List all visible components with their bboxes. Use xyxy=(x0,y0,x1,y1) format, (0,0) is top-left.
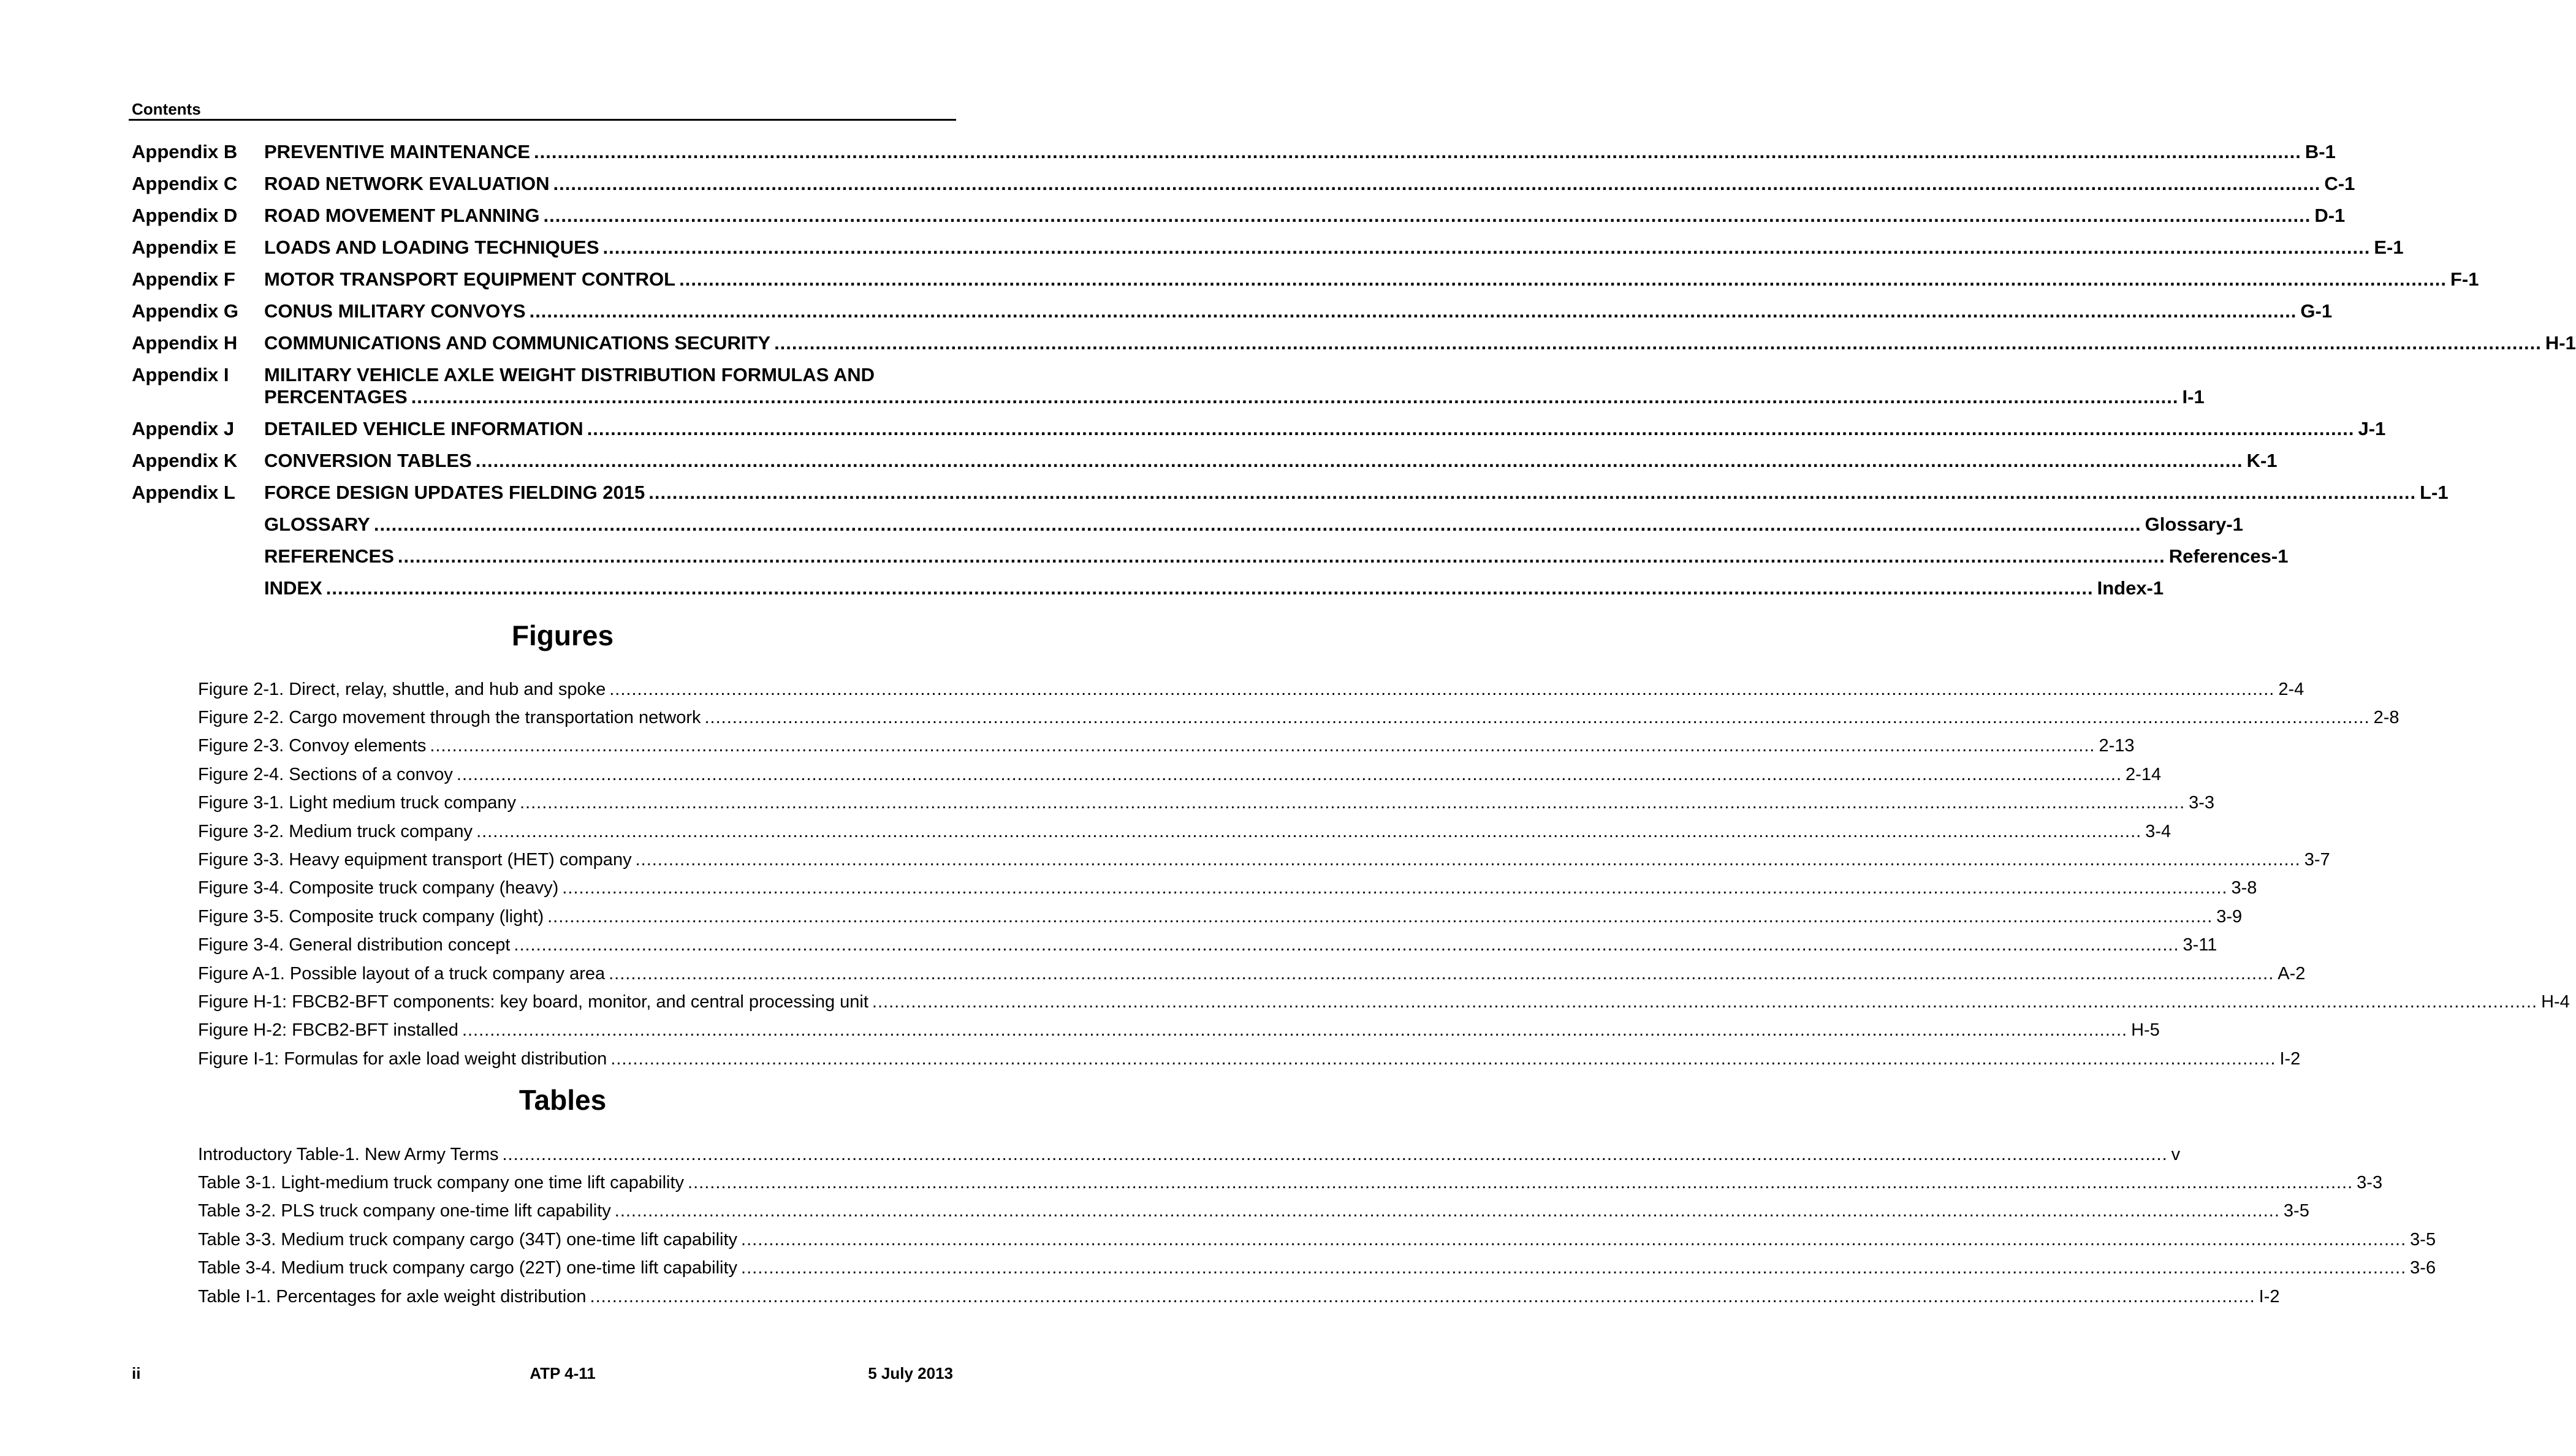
tables-heading: Tables xyxy=(519,1084,607,1116)
figure-entry[interactable] xyxy=(198,817,2171,846)
appendix-row[interactable] xyxy=(132,205,2346,227)
entry-title: Table I-1. Percentages for axle weight distribution xyxy=(198,1286,587,1306)
appendix-label: Appendix J xyxy=(132,418,235,439)
appendix-label: Appendix C xyxy=(132,173,238,194)
entry-page-number: D-1 xyxy=(2314,205,2346,226)
entry-title: ROAD MOVEMENT PLANNING xyxy=(264,205,540,226)
entry-title: LOADS AND LOADING TECHNIQUES xyxy=(264,237,599,258)
appendix-entry xyxy=(264,205,2345,227)
entry-page-number: 3-4 xyxy=(2145,821,2171,841)
entry-title: Figure 2-2. Cargo movement through the transportation network xyxy=(198,708,701,728)
appendix-entry xyxy=(264,482,2449,504)
dot-leader: ............................................................................................................................................................................................................................................................................................................ xyxy=(373,514,2141,535)
figure-entry[interactable] xyxy=(198,846,2330,874)
entry-title: Figure 3-1. Light medium truck company xyxy=(198,793,516,813)
entry-page-number: Index-1 xyxy=(2097,577,2164,599)
entry-title: Table 3-3. Medium truck company cargo (34T) one-time lift capability xyxy=(198,1229,738,1249)
entry-page-number: 2-13 xyxy=(2099,736,2135,756)
running-head-title: Contents xyxy=(132,100,201,118)
entry-title: Figure 2-3. Convoy elements xyxy=(198,736,427,756)
dot-leader: ............................................................................................................................................................................................................................................................................................................ xyxy=(547,906,2213,927)
entry-page-number: I-2 xyxy=(2259,1286,2280,1306)
table-entry[interactable] xyxy=(198,1197,2309,1226)
entry-page-number: 3-9 xyxy=(2216,906,2243,927)
dot-leader: ............................................................................................................................................................................................................................................................................................................ xyxy=(614,1201,2280,1221)
dot-leader: ............................................................................................................................................................................................................................................................................................................ xyxy=(562,878,2228,898)
dot-leader: ............................................................................................................................................................................................................................................................................................................ xyxy=(741,1258,2407,1278)
dot-leader: ............................................................................................................................................................................................................................................................................................................ xyxy=(741,1229,2407,1249)
table-entry[interactable] xyxy=(198,1283,2280,1311)
figure-entry[interactable] xyxy=(198,1017,2160,1045)
footer-date: 5 July 2013 xyxy=(868,1364,953,1382)
appendix-entry xyxy=(264,450,2278,472)
appendix-row[interactable] xyxy=(132,545,2289,567)
appendix-label: Appendix H xyxy=(132,332,238,354)
appendix-title-line xyxy=(264,514,2243,536)
appendix-entry xyxy=(264,418,2385,440)
entry-page-number: 2-4 xyxy=(2278,679,2304,699)
entry-title: Figure H-2: FBCB2-BFT installed xyxy=(198,1020,458,1041)
entry-page-number: 3-6 xyxy=(2410,1258,2436,1278)
dot-leader: ............................................................................................................................................................................................................................................................................................................ xyxy=(553,173,2321,194)
figure-entry[interactable] xyxy=(198,703,2399,732)
entry-title: Figure I-1: Formulas for axle load weight distribution xyxy=(198,1048,607,1069)
appendix-entry xyxy=(264,364,2205,408)
appendix-entry xyxy=(264,514,2243,536)
appendix-label: Appendix D xyxy=(132,205,238,226)
appendix-label: Appendix B xyxy=(132,141,238,162)
entry-page-number: G-1 xyxy=(2300,300,2333,322)
dot-leader: ............................................................................................................................................................................................................................................................................................................ xyxy=(688,1173,2354,1193)
figure-entry[interactable] xyxy=(198,732,2135,760)
appendix-title-line xyxy=(264,332,2576,354)
appendix-row[interactable] xyxy=(132,482,2449,504)
table-entry[interactable] xyxy=(198,1169,2383,1197)
entry-title: Figure 2-1. Direct, relay, shuttle, and hub and spoke xyxy=(198,679,606,699)
entry-page-number: Glossary-1 xyxy=(2145,514,2243,535)
entry-page-number: I-2 xyxy=(2279,1048,2301,1069)
entry-page-number: v xyxy=(2171,1144,2181,1164)
appendix-row[interactable] xyxy=(132,237,2404,259)
entry-page-number: 3-8 xyxy=(2231,878,2257,898)
entry-title: Figure 3-5. Composite truck company (light) xyxy=(198,906,544,927)
appendix-title-line xyxy=(264,450,2278,472)
entry-title: Figure 3-4. Composite truck company (heavy) xyxy=(198,878,559,898)
footer-publication: ATP 4-11 xyxy=(530,1364,596,1382)
appendix-label: Appendix F xyxy=(132,268,235,290)
figure-entry[interactable] xyxy=(198,903,2243,931)
dot-leader: ............................................................................................................................................................................................................................................................................................................ xyxy=(534,141,2301,162)
appendix-entry xyxy=(264,141,2336,163)
dot-leader: ............................................................................................................................................................................................................................................................................................................ xyxy=(411,386,2179,408)
footer-page-number: ii xyxy=(132,1364,141,1382)
entry-page-number: 2-8 xyxy=(2373,708,2399,728)
entry-title: Figure A-1. Possible layout of a truck company area xyxy=(198,963,606,984)
figures-list xyxy=(198,675,2570,1073)
appendix-title-line xyxy=(264,482,2449,504)
appendix-row[interactable] xyxy=(132,418,2386,440)
appendix-title-line xyxy=(264,577,2164,599)
entry-title: GLOSSARY xyxy=(264,514,370,535)
appendix-entry xyxy=(264,300,2332,322)
appendix-label: Appendix G xyxy=(132,300,238,322)
appendix-entry xyxy=(264,332,2576,354)
entry-title: REFERENCES xyxy=(264,545,394,567)
entry-title: COMMUNICATIONS AND COMMUNICATIONS SECURITY xyxy=(264,332,771,354)
appendix-entry xyxy=(264,173,2355,195)
entry-page-number: 3-11 xyxy=(2183,935,2217,955)
entry-title: Figure 3-4. General distribution concept xyxy=(198,935,511,955)
entry-title: DETAILED VEHICLE INFORMATION xyxy=(264,418,583,439)
appendix-row[interactable] xyxy=(132,577,2164,599)
appendix-row[interactable] xyxy=(132,141,2336,163)
appendix-label: Appendix E xyxy=(132,237,237,258)
table-entry[interactable] xyxy=(198,1140,2181,1169)
entry-title: INDEX xyxy=(264,577,322,599)
table-entry[interactable] xyxy=(198,1226,2436,1254)
appendix-row[interactable] xyxy=(132,450,2278,472)
dot-leader: ............................................................................................................................................................................................................................................................................................................ xyxy=(704,708,2370,728)
dot-leader: ............................................................................................................................................................................................................................................................................................................ xyxy=(475,450,2243,471)
dot-leader: ............................................................................................................................................................................................................................................................................................................ xyxy=(514,935,2179,955)
appendix-list xyxy=(132,141,2576,609)
appendix-row[interactable] xyxy=(132,268,2479,290)
entry-page-number: 3-3 xyxy=(2189,793,2215,813)
appendix-title-line xyxy=(264,205,2345,227)
entry-title: Introductory Table-1. New Army Terms xyxy=(198,1144,499,1164)
dot-leader: ............................................................................................................................................................................................................................................................................................................ xyxy=(610,1048,2276,1069)
appendix-title-line xyxy=(264,545,2288,567)
figure-entry[interactable] xyxy=(198,931,2217,960)
appendix-row[interactable] xyxy=(132,364,2205,408)
appendix-label: Appendix L xyxy=(132,482,235,503)
entry-page-number: I-1 xyxy=(2182,386,2205,408)
entry-page-number: L-1 xyxy=(2420,482,2449,503)
entry-page-number: H-1 xyxy=(2545,332,2576,354)
dot-leader: ............................................................................................................................................................................................................................................................................................................ xyxy=(590,1286,2255,1306)
entry-title: Figure 2-4. Sections of a convoy xyxy=(198,764,453,784)
entry-page-number: 3-3 xyxy=(2357,1173,2383,1193)
appendix-title-line xyxy=(264,300,2332,322)
entry-page-number: F-1 xyxy=(2450,268,2479,290)
entry-page-number: References-1 xyxy=(2168,545,2289,567)
dot-leader: ............................................................................................................................................................................................................................................................................................................ xyxy=(502,1144,2168,1164)
dot-leader: ............................................................................................................................................................................................................................................................................................................ xyxy=(462,1020,2128,1041)
appendix-row[interactable] xyxy=(132,173,2355,195)
dot-leader: ............................................................................................................................................................................................................................................................................................................ xyxy=(648,482,2417,503)
entry-title: CONVERSION TABLES xyxy=(264,450,472,471)
appendix-row[interactable] xyxy=(132,300,2333,322)
entry-title: Table 3-2. PLS truck company one-time lift capability xyxy=(198,1201,611,1221)
entry-page-number: J-1 xyxy=(2358,418,2386,439)
dot-leader: ............................................................................................................................................................................................................................................................................................................ xyxy=(543,205,2311,226)
appendix-title-line xyxy=(264,173,2355,195)
dot-leader: ............................................................................................................................................................................................................................................................................................................ xyxy=(602,237,2371,258)
entry-title: CONUS MILITARY CONVOYS xyxy=(264,300,526,322)
entry-page-number: C-1 xyxy=(2324,173,2355,194)
dot-leader: ............................................................................................................................................................................................................................................................................................................ xyxy=(520,793,2186,813)
entry-title: Figure H-1: FBCB2-BFT components: key board, monitor, and central processing unit xyxy=(198,992,868,1012)
appendix-entry xyxy=(264,545,2288,567)
entry-title: Figure 3-3. Heavy equipment transport (HET) company xyxy=(198,850,632,870)
dot-leader: ............................................................................................................................................................................................................................................................................................................ xyxy=(635,850,2301,870)
entry-page-number: A-2 xyxy=(2278,963,2306,984)
appendix-title-line xyxy=(264,237,2404,259)
table-entry[interactable] xyxy=(198,1254,2436,1283)
entry-page-number: E-1 xyxy=(2374,237,2404,258)
figure-entry[interactable] xyxy=(198,988,2570,1016)
appendix-row[interactable] xyxy=(132,514,2243,536)
dot-leader: ............................................................................................................................................................................................................................................................................................................ xyxy=(679,268,2447,290)
tables-list xyxy=(198,1140,2436,1311)
entry-title: PERCENTAGES xyxy=(264,386,408,408)
entry-title: PREVENTIVE MAINTENANCE xyxy=(264,141,531,162)
appendix-entry xyxy=(264,268,2479,290)
figure-entry[interactable] xyxy=(198,760,2162,789)
figures-heading: Figures xyxy=(511,620,614,651)
dot-leader: ............................................................................................................................................................................................................................................................................................................ xyxy=(774,332,2542,354)
figure-entry[interactable] xyxy=(198,789,2215,817)
appendix-title-line xyxy=(264,386,2205,408)
entry-title: Table 3-4. Medium truck company cargo (22T) one-time lift capability xyxy=(198,1258,738,1278)
dot-leader: ............................................................................................................................................................................................................................................................................................................ xyxy=(609,963,2274,984)
figure-entry[interactable] xyxy=(198,675,2304,703)
dot-leader: ............................................................................................................................................................................................................................................................................................................ xyxy=(609,679,2275,699)
entry-page-number: H-5 xyxy=(2131,1020,2160,1041)
dot-leader: ............................................................................................................................................................................................................................................................................................................ xyxy=(430,736,2095,756)
appendix-title-line xyxy=(264,268,2479,290)
header-rule xyxy=(129,119,956,121)
appendix-entry xyxy=(264,237,2404,259)
dot-leader: ............................................................................................................................................................................................................................................................................................................ xyxy=(872,992,2538,1012)
appendix-entry xyxy=(264,577,2164,599)
dot-leader: ............................................................................................................................................................................................................................................................................................................ xyxy=(456,764,2122,784)
entry-page-number: K-1 xyxy=(2246,450,2278,471)
entry-title: Figure 3-2. Medium truck company xyxy=(198,821,473,841)
dot-leader: ............................................................................................................................................................................................................................................................................................................ xyxy=(476,821,2142,841)
dot-leader: ............................................................................................................................................................................................................................................................................................................ xyxy=(325,577,2094,599)
dot-leader: ............................................................................................................................................................................................................................................................................................................ xyxy=(397,545,2165,567)
entry-title: MOTOR TRANSPORT EQUIPMENT CONTROL xyxy=(264,268,676,290)
appendix-label: Appendix I xyxy=(132,364,229,385)
dot-leader: ............................................................................................................................................................................................................................................................................................................ xyxy=(529,300,2297,322)
appendix-row[interactable] xyxy=(132,332,2576,354)
entry-title: FORCE DESIGN UPDATES FIELDING 2015 xyxy=(264,482,645,503)
figure-entry[interactable] xyxy=(198,960,2306,988)
entry-page-number: B-1 xyxy=(2304,141,2336,162)
appendix-title-line1: MILITARY VEHICLE AXLE WEIGHT DISTRIBUTION FORMULAS AND xyxy=(264,364,875,385)
entry-page-number: 3-7 xyxy=(2304,850,2330,870)
figure-entry[interactable] xyxy=(198,1045,2301,1073)
entry-page-number: H-4 xyxy=(2541,992,2570,1012)
dot-leader: ............................................................................................................................................................................................................................................................................................................ xyxy=(587,418,2355,439)
figure-entry[interactable] xyxy=(198,874,2257,903)
entry-page-number: 2-14 xyxy=(2126,764,2162,784)
entry-title: ROAD NETWORK EVALUATION xyxy=(264,173,550,194)
entry-page-number: 3-5 xyxy=(2283,1201,2309,1221)
entry-title: Table 3-1. Light-medium truck company one time lift capability xyxy=(198,1173,685,1193)
entry-page-number: 3-5 xyxy=(2410,1229,2436,1249)
appendix-label: Appendix K xyxy=(132,450,238,471)
appendix-title-line xyxy=(264,141,2336,163)
appendix-title-line xyxy=(264,418,2385,440)
